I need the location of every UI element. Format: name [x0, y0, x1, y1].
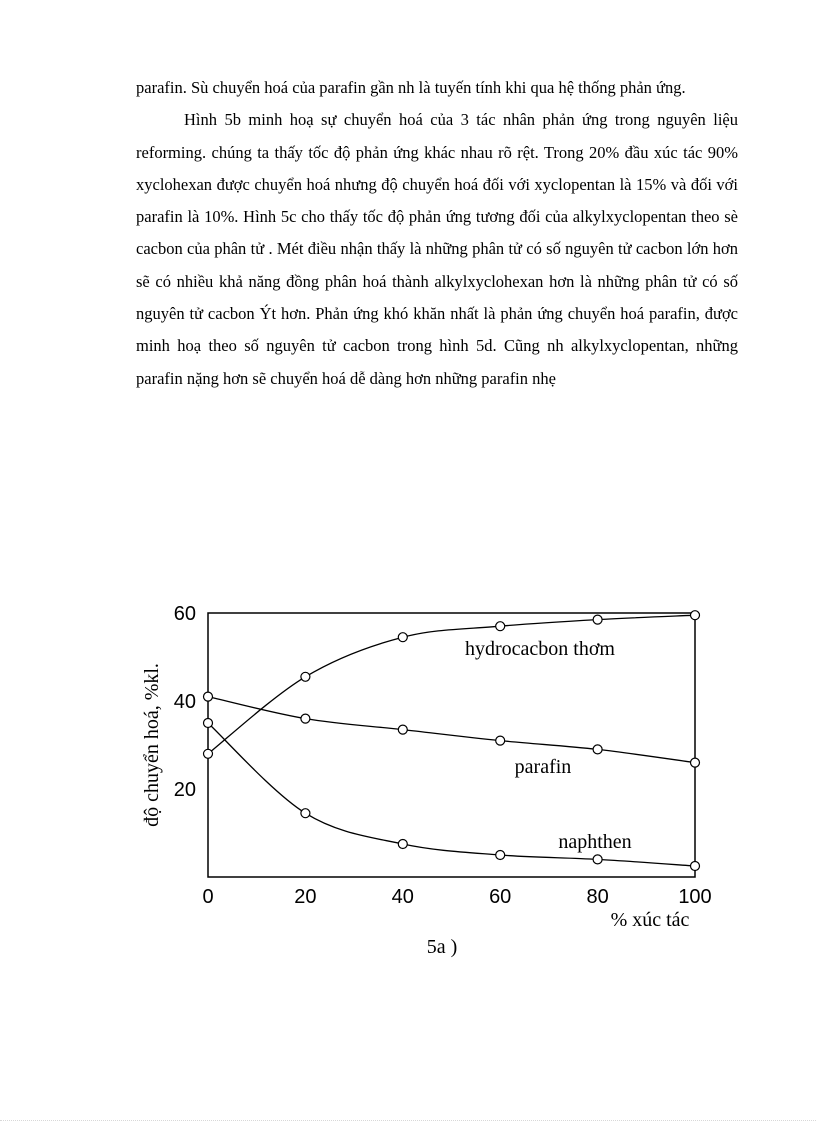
paragraph-1: parafin. Sù chuyển hoá của parafin gần nh là tuyến tính khi qua hệ thống phản ứng.	[136, 78, 686, 97]
data-point	[593, 615, 602, 624]
data-point	[398, 840, 407, 849]
y-tick-label: 40	[173, 691, 196, 713]
data-point	[301, 714, 310, 723]
data-point	[204, 749, 213, 758]
y-tick-label: 60	[173, 603, 196, 625]
data-point	[691, 611, 700, 620]
data-point	[496, 622, 505, 631]
paragraph-2: Hình 5b minh hoạ sự chuyển hoá của 3 tác nhân phản ứng trong nguyên liệu reforming. chúng ta thấy tốc độ phản ứng khác nhau rõ rệt. Trong 20% đầu xúc tác 90% xyclohexan được chuyển hoá nhưng độ chuyển hoá đối với xyclopentan là 15% và đối với parafin là 10%. Hình 5c cho thấy tốc độ phản ứng tương đối của alkylxyclopentan theo sè cacbon của phân tử . Mét điều nhận thấy là những phân tử có số nguyên tử cacbon lớn hơn sẽ có nhiều khả năng đồng phân hoá thành alkylxyclohexan hơn là những phân tử có số nguyên tử cacbon Ýt hơn. Phản ứng khó khăn nhất là phản ứng chuyển hoá parafin, được minh hoạ theo số nguyên tử cacbon trong hình 5d. Cũng nh alkylxyclopentan, những parafin nặng hơn sẽ chuyển hoá dễ dàng hơn những parafin nhẹ	[136, 110, 738, 388]
y-axis-title: độ chuyển hoá, %kl.	[141, 663, 163, 827]
page-bottom-rule	[0, 1120, 816, 1121]
x-tick-label: 100	[678, 886, 712, 908]
x-axis-title: % xúc tác	[610, 909, 690, 931]
data-point	[204, 692, 213, 701]
data-point	[204, 719, 213, 728]
data-point	[691, 862, 700, 871]
data-point	[691, 758, 700, 767]
x-tick-label: 20	[294, 886, 317, 908]
data-point	[496, 736, 505, 745]
series-line-1	[208, 697, 695, 763]
data-point	[593, 745, 602, 754]
data-point	[301, 672, 310, 681]
x-tick-label: 60	[489, 886, 512, 908]
data-point	[398, 725, 407, 734]
data-point	[496, 851, 505, 860]
x-tick-label: 0	[202, 886, 214, 908]
x-tick-label: 40	[391, 886, 414, 908]
figure-caption: 5a )	[426, 936, 458, 958]
data-point	[398, 633, 407, 642]
data-point	[593, 855, 602, 864]
y-tick-label: 20	[173, 779, 196, 801]
series-line-0	[208, 615, 695, 754]
series-label: parafin	[514, 756, 572, 778]
data-point	[301, 809, 310, 818]
series-label: hydrocacbon thơm	[465, 638, 615, 660]
x-tick-label: 80	[586, 886, 609, 908]
series-label: naphthen	[558, 831, 632, 853]
